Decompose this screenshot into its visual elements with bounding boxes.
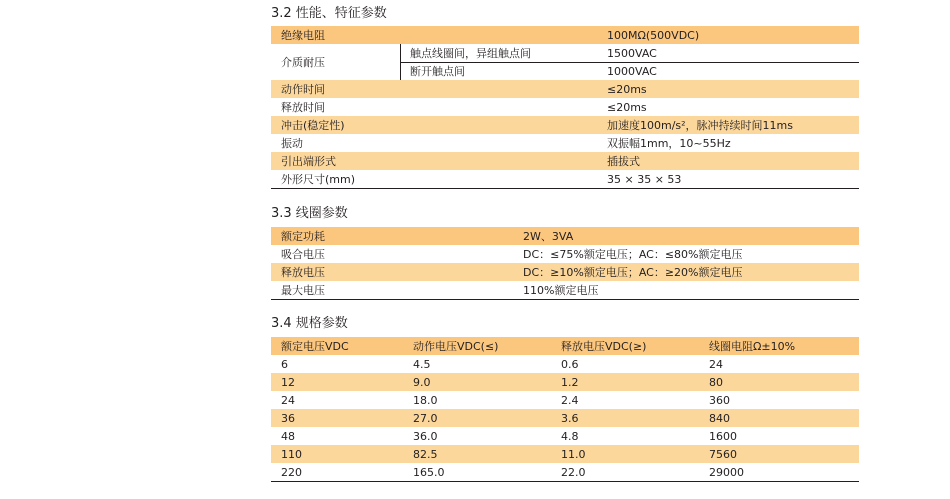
spec-cell: 12	[281, 375, 295, 389]
perf-row-release-time	[271, 98, 859, 116]
spec-header: 释放电压VDC(≥)	[561, 339, 647, 353]
coil-value: 110%额定电压	[523, 283, 599, 297]
perf-sub-label: 触点线圈间，异组触点间	[410, 46, 531, 60]
spec-cell: 3.6	[561, 411, 579, 425]
spec-header: 额定电压VDC	[281, 339, 349, 353]
perf-value: ≤20ms	[607, 100, 647, 114]
perf-label: 动作时间	[281, 82, 325, 96]
perf-label: 振动	[281, 136, 303, 150]
spec-cell: 1.2	[561, 375, 579, 389]
spec-cell: 82.5	[413, 447, 438, 461]
coil-label: 额定功耗	[281, 229, 325, 243]
perf-row-shock	[271, 116, 859, 134]
perf-row-terminal	[271, 152, 859, 170]
spec-cell: 2.4	[561, 393, 579, 407]
spec-row	[271, 409, 859, 427]
spec-cell: 27.0	[413, 411, 438, 425]
spec-cell: 360	[709, 393, 730, 407]
table-bottom-rule	[271, 299, 859, 300]
spec-header: 线圈电阻Ω±10%	[709, 339, 796, 353]
row-divider	[400, 62, 859, 63]
perf-value: 双振幅1mm，10~55Hz	[607, 136, 731, 150]
perf-value: ≤20ms	[607, 82, 647, 96]
coil-row-max	[271, 281, 859, 299]
spec-cell: 36.0	[413, 429, 438, 443]
section-title-coil: 3.3 线圈参数	[271, 206, 348, 221]
coil-value: DC：≥10%额定电压；AC：≥20%额定电压	[523, 265, 743, 279]
perf-row-operate-time	[271, 80, 859, 98]
coil-label: 最大电压	[281, 283, 325, 297]
perf-value: 加速度100m/s²，脉冲持续时间11ms	[607, 118, 794, 132]
spec-row	[271, 463, 859, 481]
spec-cell: 11.0	[561, 447, 586, 461]
perf-label: 冲击(稳定性)	[281, 118, 345, 132]
spec-row	[271, 427, 859, 445]
perf-row-dimensions	[271, 170, 859, 188]
perf-sub-label: 断开触点间	[410, 64, 465, 78]
coil-value: DC：≤75%额定电压；AC：≤80%额定电压	[523, 247, 743, 261]
coil-label: 释放电压	[281, 265, 325, 279]
coil-label: 吸合电压	[281, 247, 325, 261]
coil-row-power	[271, 227, 859, 245]
perf-value: 35 × 35 × 53	[607, 172, 682, 186]
coil-row-pickup	[271, 245, 859, 263]
spec-row	[271, 373, 859, 391]
spec-cell: 6	[281, 357, 288, 371]
spec-cell: 0.6	[561, 357, 579, 371]
spec-cell: 36	[281, 411, 295, 425]
spec-cell: 24	[709, 357, 723, 371]
section-title-performance: 3.2 性能、特征参数	[271, 6, 387, 21]
perf-label: 介质耐压	[281, 55, 325, 69]
perf-value: 1000VAC	[607, 64, 657, 78]
perf-row-vibration	[271, 134, 859, 152]
spec-cell: 4.5	[413, 357, 431, 371]
spec-cell: 9.0	[413, 375, 431, 389]
perf-value: 插拔式	[607, 154, 640, 168]
section-title-spec: 3.4 规格参数	[271, 316, 348, 331]
spec-cell: 18.0	[413, 393, 438, 407]
spec-cell: 29000	[709, 465, 744, 479]
table-bottom-rule	[271, 481, 859, 482]
spec-row	[271, 391, 859, 409]
perf-label: 外形尺寸(mm)	[281, 172, 356, 186]
spec-header-row	[271, 337, 859, 355]
spec-cell: 110	[281, 447, 302, 461]
coil-value: 2W、3VA	[523, 229, 574, 243]
spec-cell: 24	[281, 393, 295, 407]
perf-row-insulation	[271, 26, 859, 44]
coil-row-release	[271, 263, 859, 281]
perf-label: 引出端形式	[281, 154, 336, 168]
spec-cell: 840	[709, 411, 730, 425]
spec-header: 动作电压VDC(≤)	[413, 339, 499, 353]
spec-cell: 22.0	[561, 465, 586, 479]
spec-cell: 48	[281, 429, 295, 443]
spec-cell: 4.8	[561, 429, 579, 443]
spec-cell: 1600	[709, 429, 737, 443]
table-bottom-rule	[271, 188, 859, 189]
perf-label: 绝缘电阻	[281, 28, 325, 42]
spec-cell: 7560	[709, 447, 737, 461]
perf-value: 1500VAC	[607, 46, 657, 60]
spec-cell: 80	[709, 375, 723, 389]
spec-row	[271, 445, 859, 463]
spec-cell: 220	[281, 465, 302, 479]
perf-label: 释放时间	[281, 100, 325, 114]
spec-row	[271, 355, 859, 373]
spec-cell: 165.0	[413, 465, 445, 479]
perf-value: 100MΩ(500VDC)	[607, 28, 700, 42]
